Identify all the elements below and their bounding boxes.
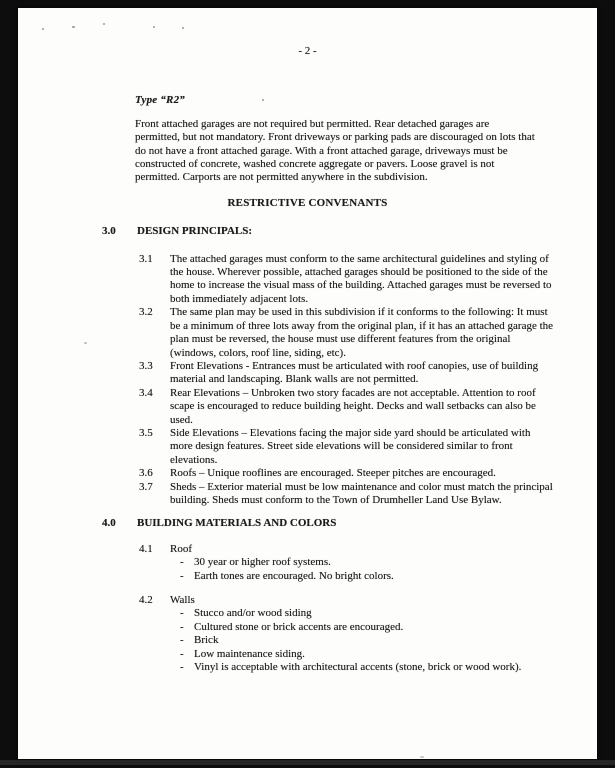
clause-3-3 xyxy=(139,360,597,387)
intro-paragraph: Front attached garages are not required but permitted. Rear detached garages are permitted, but not mandatory. Front driveways or parking pads are discouraged on lots that do not have a front attached garage. With a front attached garage, driveways must be constructed of concrete, washed concrete aggregate or pavers. Loose gravel is not permitted. Carports are not permitted anywhere in the subdivision. xyxy=(135,117,535,184)
subsection-4-2-heading xyxy=(139,594,597,607)
bullet-item xyxy=(180,570,597,583)
clause-text: Sheds – Exterior material must be low maintenance and color must match the principal building. Sheds must conform to the Town of Drumheller Land Use Bylaw. xyxy=(170,480,553,506)
clause-text: Side Elevations – Elevations facing the major side yard should be articulated with more design features. Street side elevations will be considered similar to front elevations. xyxy=(170,426,531,466)
section-4-title: BUILDING MATERIALS AND COLORS xyxy=(137,517,337,530)
clause-3-1 xyxy=(139,253,597,307)
bullet-dash: - xyxy=(180,556,184,569)
page-number: - 2 - xyxy=(298,45,317,57)
section-4-number: 4.0 xyxy=(102,517,116,530)
bullet-item xyxy=(180,648,597,661)
clause-text: The same plan may be used in this subdivision if it conforms to the following: It must be a minimum of three lots away from the original plan, if it has an attached garage the plan must be reversed, the house must use different features from the original (windows, colors, roof line, siding, etc). xyxy=(170,306,554,359)
subsection-number: 4.2 xyxy=(139,594,153,606)
scan-speck xyxy=(42,28,44,30)
section-3-title: DESIGN PRINCIPALS: xyxy=(137,225,253,238)
clause-3-7 xyxy=(139,481,597,508)
walls-bullet-list xyxy=(180,607,597,674)
clause-text: Roofs – Unique rooflines are encouraged. Steeper pitches are encouraged. xyxy=(170,467,496,480)
scan-speck xyxy=(153,26,155,28)
clause-3-5 xyxy=(139,427,597,467)
clause-number: 3.4 xyxy=(139,386,153,399)
bullet-dash: - xyxy=(180,661,184,674)
scan-speck xyxy=(182,27,184,29)
bullet-text: Low maintenance siding. xyxy=(194,647,305,660)
bullet-text: Earth tones are encouraged. No bright colors. xyxy=(194,569,394,582)
clause-number: 3.7 xyxy=(139,480,153,493)
type-r2-heading: Type “R2” xyxy=(135,94,185,107)
scan-speck xyxy=(262,99,264,101)
scanner-bed-edge xyxy=(0,760,615,765)
scan-speck xyxy=(103,23,105,25)
bullet-dash: - xyxy=(180,607,184,620)
bullet-text: 30 year or higher roof systems. xyxy=(194,556,331,569)
bullet-dash: - xyxy=(180,569,184,582)
subsection-title: Walls xyxy=(170,594,195,606)
clause-number: 3.6 xyxy=(139,467,153,480)
subsection-4-1-heading xyxy=(139,543,597,556)
clause-number: 3.3 xyxy=(139,359,153,372)
roof-bullet-list xyxy=(180,556,597,583)
bullet-text: Stucco and/or wood siding xyxy=(194,607,312,620)
bullet-dash: - xyxy=(180,620,184,633)
scan-speck xyxy=(72,26,75,28)
clause-number: 3.2 xyxy=(139,306,153,319)
section-3-heading xyxy=(102,225,597,238)
clause-3-2 xyxy=(139,306,597,360)
clause-3-6 xyxy=(139,467,597,480)
bullet-item xyxy=(180,634,597,647)
bullet-dash: - xyxy=(180,647,184,660)
subsection-title: Roof xyxy=(170,542,192,555)
clause-text: The attached garages must conform to the same architectural guidelines and styling of the house. Wherever possible, attached garages should be positioned to the side of the home to increase the visual mass of the building. Attached garages must be reversed to both immediately adjacent lots. xyxy=(170,252,552,305)
clause-text: Rear Elevations – Unbroken two story facades are not acceptable. Attention to roof scape is encouraged to reduce building height. Decks and wall setbacks can also be used. xyxy=(170,386,536,426)
document-page xyxy=(18,8,597,759)
clause-text: Front Elevations - Entrances must be articulated with roof canopies, use of building material and landscaping. Blank walls are not permitted. xyxy=(170,359,539,386)
bullet-item xyxy=(180,621,597,634)
section-3-number: 3.0 xyxy=(102,225,116,238)
scan-speck xyxy=(420,756,424,758)
bullet-item xyxy=(180,661,597,674)
scan-speck xyxy=(84,342,87,344)
bullet-text: Vinyl is acceptable with architectural accents (stone, brick or wood work). xyxy=(194,661,522,674)
bullet-dash: - xyxy=(180,634,184,647)
bullet-item xyxy=(180,607,597,620)
clause-number: 3.5 xyxy=(139,426,153,439)
clause-number: 3.1 xyxy=(139,252,153,265)
clause-3-4 xyxy=(139,387,597,427)
covenants-heading: RESTRICTIVE CONVENANTS xyxy=(227,196,388,209)
bullet-text: Brick xyxy=(194,634,219,647)
bullet-item xyxy=(180,556,597,569)
subsection-4-2 xyxy=(139,594,597,674)
section-4-heading xyxy=(102,517,597,530)
subsection-number: 4.1 xyxy=(139,542,153,555)
section-3-clauses xyxy=(139,253,597,508)
bullet-text: Cultured stone or brick accents are encouraged. xyxy=(194,620,404,633)
subsection-4-1 xyxy=(139,543,597,583)
